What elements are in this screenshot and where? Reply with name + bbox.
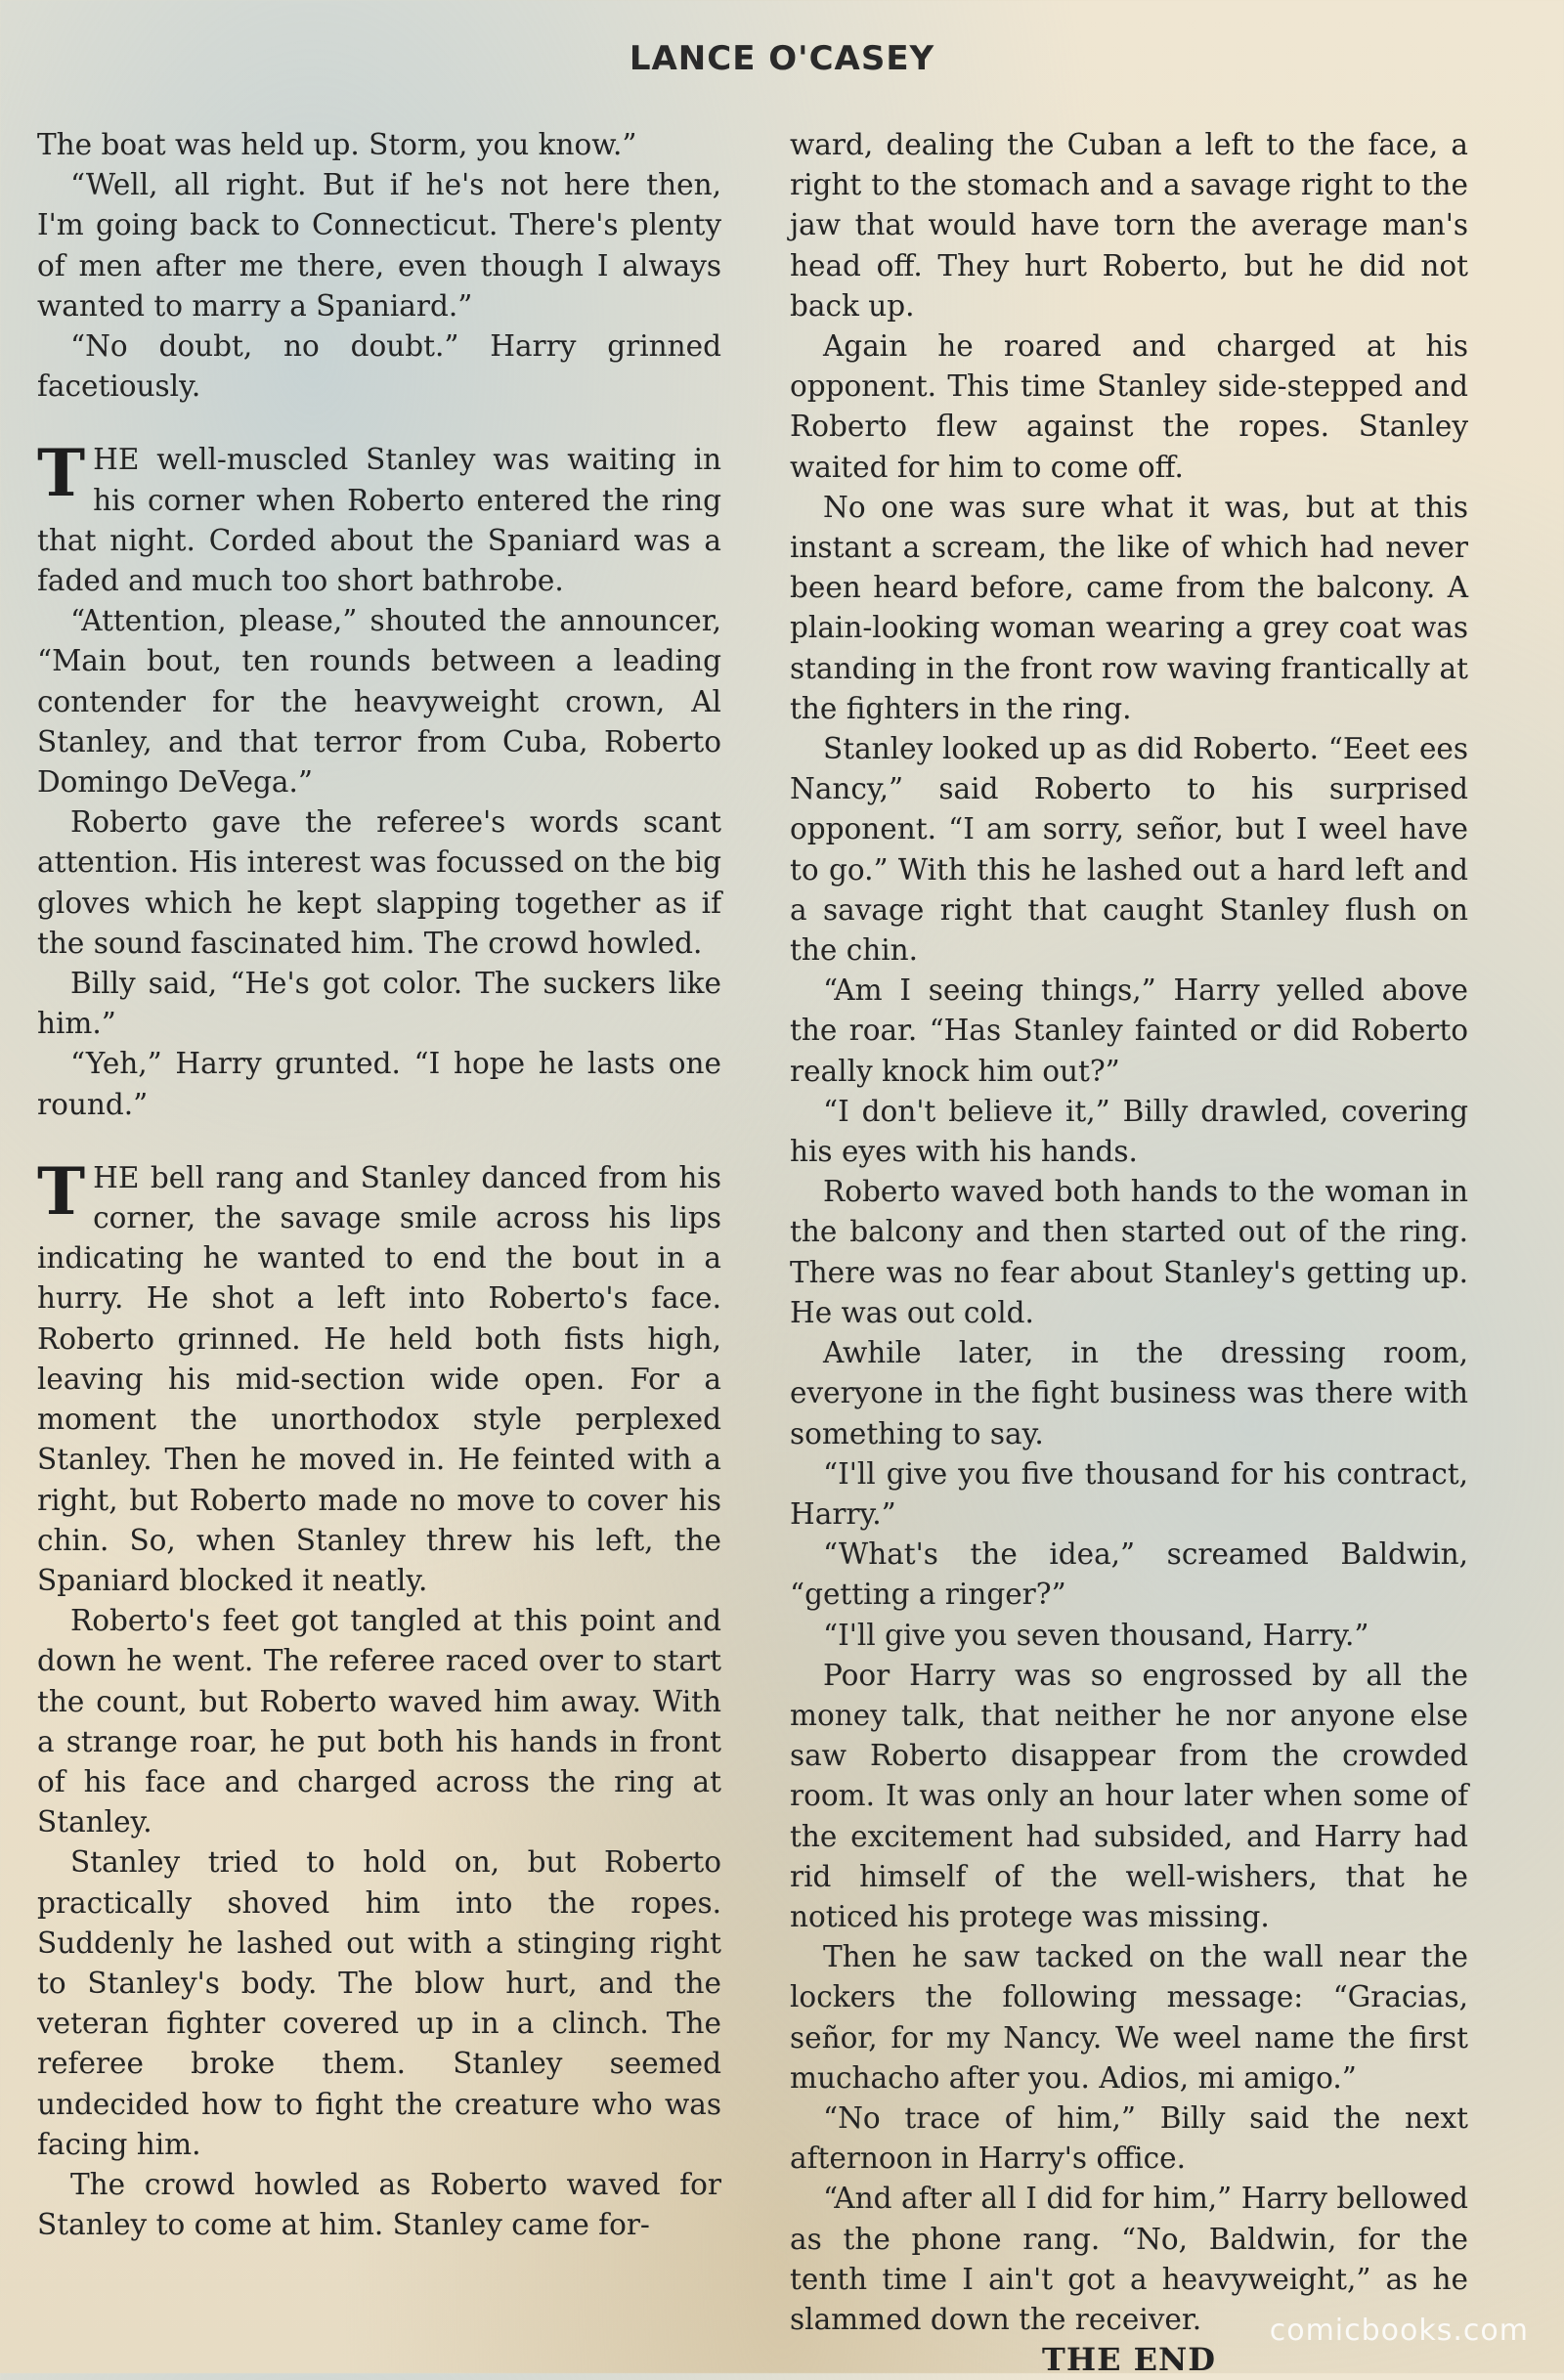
story-paragraph [37, 802, 721, 964]
paragraph-text: “Attention, please,” shouted the announcer, “Main bout, ten rounds between a leading contender for the heavyweight crown, Al Stanley, and that terror from Cuba, Roberto Domingo DeVega.” [37, 604, 721, 800]
paragraph-text: “No doubt, no doubt.” Harry grinned facetiously. [37, 329, 721, 404]
story-paragraph [37, 1842, 721, 2165]
story-paragraph [790, 1616, 1468, 1656]
right-text-column [790, 125, 1468, 2380]
paragraph-text: “And after all I did for him,” Harry bellowed as the phone rang. “No, Baldwin, for the tenth time I ain't got a heavyweight,” as he slammed down the receiver. [790, 2182, 1468, 2336]
paragraph-text: Stanley tried to hold on, but Roberto practically shoved him into the ropes. Suddenly he lashed out with a stinging right to Stanley's body. The blow hurt, and the veteran fighter covered up in a clinch. The referee broke them. Stanley seemed undecided how to fight the creature who was facing him. [37, 1845, 721, 2161]
paragraph-text: Stanley looked up as did Roberto. “Eeet ees Nancy,” said Roberto to his surprised opponent. “I am sorry, señor, but I weel have to go.” With this he lashed out a hard left and a savage right that caught Stanley flush on the chin. [790, 732, 1468, 968]
drop-cap-letter: T [37, 435, 86, 512]
paragraph-text: Roberto waved both hands to the woman in the balcony and then started out of the ring. There was no fear about Stanley's getting up. He was out cold. [790, 1175, 1468, 1329]
left-text-column [37, 125, 721, 2245]
story-paragraph [790, 1172, 1468, 1333]
paragraph-text: Roberto's feet got tangled at this point and down he went. The referee raced over to start the count, but Roberto waved him away. With a strange roar, he put both his hands in front of his face and charged across the ring at Stanley. [37, 1604, 721, 1839]
story-paragraph [37, 326, 721, 407]
story-paragraph [37, 2165, 721, 2245]
paragraph-text: “Well, all right. But if he's not here then, I'm going back to Connecticut. There's plenty of men after me there, even though I always wanted to marry a Spaniard.” [37, 168, 721, 323]
paragraph-text: “I'll give you five thousand for his contract, Harry.” [790, 1456, 1468, 1531]
story-paragraph [790, 1937, 1468, 2099]
paragraph-text: “I don't believe it,” Billy drawled, covering his eyes with his hands. [790, 1094, 1468, 1169]
paragraph-text: “Yeh,” Harry grunted. “I hope he lasts one round.” [37, 1047, 721, 1121]
drop-cap-letter: T [37, 1152, 86, 1230]
paragraph-text: “I'll give you seven thousand, Harry.” [823, 1618, 1369, 1652]
story-paragraph [790, 1454, 1468, 1535]
paragraph-text: Awhile later, in the dressing room, everyone in the fight business was there with something to say. [790, 1336, 1468, 1450]
paragraph-text: “Am I seeing things,” Harry yelled above the roar. “Has Stanley fainted or did Roberto really knock him out?” [790, 974, 1468, 1088]
story-paragraph [37, 1601, 721, 1842]
paragraph-text: Roberto gave the referee's words scant attention. His interest was focussed on the big gloves which he kept slapping together as if the sound fascinated him. The crowd howled. [37, 805, 721, 960]
paragraph-text: Poor Harry was so engrossed by all the money talk, that neither he nor anyone else saw Roberto disappear from the crowded room. It was only an hour later when some of the excitement had subsided, and Harry had rid himself of the well-wishers, that he noticed his protege was missing. [790, 1658, 1468, 1933]
site-watermark: comicbooks.com [1269, 2314, 1529, 2348]
paragraph-text: ward, dealing the Cuban a left to the face, a right to the stomach and a savage right to the jaw that would have torn the average man's head off. They hurt Roberto, but he did not back up. [790, 128, 1468, 323]
paragraph-text: “No trace of him,” Billy said the next afternoon in Harry's office. [790, 2100, 1468, 2176]
story-paragraph [790, 1656, 1468, 1937]
paragraph-text: HE well-muscled Stanley was waiting in his corner when Roberto entered the ring that night. Corded about the Spaniard was a faded and much too short bathrobe. [37, 443, 721, 598]
paragraph-text: Then he saw tacked on the wall near the lockers the following message: “Gracias, señor, for my Nancy. We weel name the first muchacho after you. Adios, mi amigo.” [790, 1940, 1468, 2095]
story-paragraph [790, 971, 1468, 1092]
story-paragraph [37, 165, 721, 326]
story-paragraph [790, 488, 1468, 729]
paragraph-text: The boat was held up. Storm, you know.” [37, 128, 637, 161]
story-paragraph [37, 1152, 721, 1601]
story-paragraph [37, 435, 721, 601]
story-paragraph [790, 2099, 1468, 2179]
story-paragraph [790, 1092, 1468, 1172]
story-paragraph [37, 125, 721, 165]
story-paragraph [790, 1535, 1468, 1615]
paragraph-text: The crowd howled as Roberto waved for Stanley to come at him. Stanley came for- [37, 2167, 721, 2242]
page-header-title: LANCE O'CASEY [629, 39, 935, 78]
paragraph-text: Again he roared and charged at his opponent. This time Stanley side-stepped and Roberto flew against the ropes. Stanley waited for him to come off. [790, 329, 1468, 484]
story-paragraph [37, 964, 721, 1044]
paragraph-text: No one was sure what it was, but at this instant a scream, the like of which had never been heard before, came from the balcony. A plain-looking woman wearing a grey coat was standing in the front row waving frantically at the fighters in the ring. [790, 490, 1468, 725]
paragraph-text: Billy said, “He's got color. The suckers like him.” [37, 967, 721, 1041]
story-paragraph [37, 1044, 721, 1124]
story-paragraph [37, 601, 721, 802]
the-end-label: THE END [1042, 2341, 1216, 2379]
story-paragraph [790, 729, 1468, 971]
paragraph-text: HE bell rang and Stanley danced from his corner, the savage smile across his lips indicating he wanted to end the bout in a hurry. He shot a left into Roberto's face. Roberto grinned. He held both fists high, leaving his mid-section wide open. For a moment the unorthodox style perplexed Stanley. Then he moved in. He feinted with a right, but Roberto made no move to cover his chin. So, when Stanley threw his left, the Spaniard blocked it neatly. [37, 1160, 721, 1597]
story-paragraph [790, 1333, 1468, 1454]
paragraph-text: “What's the idea,” screamed Baldwin, “getting a ringer?” [790, 1537, 1468, 1612]
story-paragraph [790, 125, 1468, 326]
story-paragraph [790, 326, 1468, 488]
